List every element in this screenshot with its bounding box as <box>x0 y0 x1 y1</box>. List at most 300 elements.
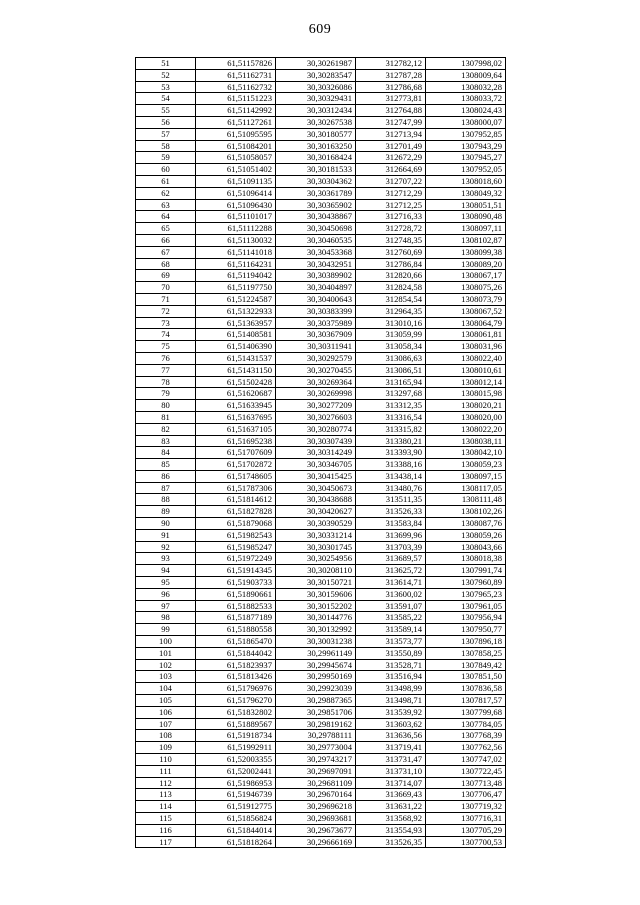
table-row <box>136 671 506 683</box>
x-coordinate-cell: 313699,96 <box>356 529 426 541</box>
y-coordinate-cell: 1308067,17 <box>426 270 506 282</box>
y-coordinate-cell: 1308061,81 <box>426 329 506 341</box>
point-number-cell: 83 <box>136 435 196 447</box>
table-row <box>136 529 506 541</box>
x-coordinate-cell: 313703,39 <box>356 541 426 553</box>
table-row <box>136 175 506 187</box>
x-coordinate-cell: 313480,76 <box>356 482 426 494</box>
y-coordinate-cell: 1308031,96 <box>426 341 506 353</box>
point-number-cell: 104 <box>136 683 196 695</box>
x-coordinate-cell: 312716,33 <box>356 211 426 223</box>
latitude-cell: 61,51827828 <box>196 506 276 518</box>
point-number-cell: 87 <box>136 482 196 494</box>
latitude-cell: 61,51890661 <box>196 588 276 600</box>
y-coordinate-cell: 1308010,61 <box>426 364 506 376</box>
x-coordinate-cell: 313583,84 <box>356 518 426 530</box>
y-coordinate-cell: 1307961,05 <box>426 600 506 612</box>
x-coordinate-cell: 312707,22 <box>356 175 426 187</box>
point-number-cell: 52 <box>136 69 196 81</box>
x-coordinate-cell: 312672,29 <box>356 152 426 164</box>
longitude-cell: 30,30254956 <box>276 553 356 565</box>
y-coordinate-cell: 1308000,07 <box>426 116 506 128</box>
longitude-cell: 30,30269364 <box>276 376 356 388</box>
y-coordinate-cell: 1308117,05 <box>426 482 506 494</box>
longitude-cell: 30,30277209 <box>276 400 356 412</box>
x-coordinate-cell: 312786,68 <box>356 81 426 93</box>
point-number-cell: 100 <box>136 636 196 648</box>
longitude-cell: 30,30267538 <box>276 116 356 128</box>
longitude-cell: 30,30331214 <box>276 529 356 541</box>
point-number-cell: 72 <box>136 305 196 317</box>
point-number-cell: 91 <box>136 529 196 541</box>
longitude-cell: 30,30270455 <box>276 364 356 376</box>
point-number-cell: 86 <box>136 470 196 482</box>
table-row <box>136 624 506 636</box>
latitude-cell: 61,51051402 <box>196 164 276 176</box>
y-coordinate-cell: 1308111,48 <box>426 494 506 506</box>
y-coordinate-cell: 1308043,66 <box>426 541 506 553</box>
x-coordinate-cell: 313589,14 <box>356 624 426 636</box>
table-row <box>136 293 506 305</box>
y-coordinate-cell: 1308059,23 <box>426 459 506 471</box>
latitude-cell: 61,51637105 <box>196 423 276 435</box>
point-number-cell: 108 <box>136 730 196 742</box>
point-number-cell: 117 <box>136 836 196 848</box>
longitude-cell: 30,29681109 <box>276 777 356 789</box>
latitude-cell: 61,51091135 <box>196 175 276 187</box>
table-row <box>136 246 506 258</box>
table-row <box>136 482 506 494</box>
point-number-cell: 81 <box>136 411 196 423</box>
point-number-cell: 77 <box>136 364 196 376</box>
point-number-cell: 85 <box>136 459 196 471</box>
latitude-cell: 61,51141018 <box>196 246 276 258</box>
longitude-cell: 30,30400643 <box>276 293 356 305</box>
latitude-cell: 61,51322933 <box>196 305 276 317</box>
page-number: 609 <box>308 22 332 37</box>
x-coordinate-cell: 313636,56 <box>356 730 426 742</box>
point-number-cell: 106 <box>136 706 196 718</box>
longitude-cell: 30,30312434 <box>276 105 356 117</box>
latitude-cell: 61,51502428 <box>196 376 276 388</box>
latitude-cell: 61,51877189 <box>196 612 276 624</box>
table-row <box>136 718 506 730</box>
longitude-cell: 30,29950169 <box>276 671 356 683</box>
y-coordinate-cell: 1307943,29 <box>426 140 506 152</box>
latitude-cell: 61,51157826 <box>196 58 276 70</box>
table-row <box>136 352 506 364</box>
latitude-cell: 61,51633945 <box>196 400 276 412</box>
latitude-cell: 61,51194042 <box>196 270 276 282</box>
point-number-cell: 88 <box>136 494 196 506</box>
y-coordinate-cell: 1308032,28 <box>426 81 506 93</box>
table-row <box>136 506 506 518</box>
y-coordinate-cell: 1308089,20 <box>426 258 506 270</box>
x-coordinate-cell: 313591,07 <box>356 600 426 612</box>
x-coordinate-cell: 312712,29 <box>356 187 426 199</box>
x-coordinate-cell: 313086,63 <box>356 352 426 364</box>
x-coordinate-cell: 312824,58 <box>356 282 426 294</box>
longitude-cell: 30,30280774 <box>276 423 356 435</box>
point-number-cell: 94 <box>136 565 196 577</box>
y-coordinate-cell: 1308022,40 <box>426 352 506 364</box>
table-row <box>136 317 506 329</box>
point-number-cell: 73 <box>136 317 196 329</box>
y-coordinate-cell: 1307858,25 <box>426 647 506 659</box>
y-coordinate-cell: 1307998,02 <box>426 58 506 70</box>
latitude-cell: 61,52002441 <box>196 765 276 777</box>
point-number-cell: 59 <box>136 152 196 164</box>
x-coordinate-cell: 313165,94 <box>356 376 426 388</box>
latitude-cell: 61,51982543 <box>196 529 276 541</box>
longitude-cell: 30,30326086 <box>276 81 356 93</box>
longitude-cell: 30,30365902 <box>276 199 356 211</box>
point-number-cell: 79 <box>136 388 196 400</box>
point-number-cell: 55 <box>136 105 196 117</box>
y-coordinate-cell: 1307851,50 <box>426 671 506 683</box>
table-row <box>136 364 506 376</box>
longitude-cell: 30,30404897 <box>276 282 356 294</box>
y-coordinate-cell: 1308051,51 <box>426 199 506 211</box>
point-number-cell: 58 <box>136 140 196 152</box>
table-row <box>136 730 506 742</box>
y-coordinate-cell: 1307768,39 <box>426 730 506 742</box>
latitude-cell: 61,51095595 <box>196 128 276 140</box>
point-number-cell: 95 <box>136 577 196 589</box>
x-coordinate-cell: 313573,77 <box>356 636 426 648</box>
y-coordinate-cell: 1308018,60 <box>426 175 506 187</box>
point-number-cell: 101 <box>136 647 196 659</box>
longitude-cell: 30,30144776 <box>276 612 356 624</box>
table-row <box>136 116 506 128</box>
x-coordinate-cell: 313568,92 <box>356 813 426 825</box>
table-row <box>136 541 506 553</box>
longitude-cell: 30,29693681 <box>276 813 356 825</box>
table-row <box>136 187 506 199</box>
table-row <box>136 435 506 447</box>
point-number-cell: 75 <box>136 341 196 353</box>
x-coordinate-cell: 313554,93 <box>356 824 426 836</box>
x-coordinate-cell: 313669,43 <box>356 789 426 801</box>
longitude-cell: 30,30168424 <box>276 152 356 164</box>
point-number-cell: 64 <box>136 211 196 223</box>
point-number-cell: 53 <box>136 81 196 93</box>
x-coordinate-cell: 312748,35 <box>356 234 426 246</box>
longitude-cell: 30,29961149 <box>276 647 356 659</box>
longitude-cell: 30,29743217 <box>276 754 356 766</box>
point-number-cell: 92 <box>136 541 196 553</box>
y-coordinate-cell: 1307747,02 <box>426 754 506 766</box>
point-number-cell: 84 <box>136 447 196 459</box>
latitude-cell: 61,51844014 <box>196 824 276 836</box>
point-number-cell: 97 <box>136 600 196 612</box>
table-row <box>136 553 506 565</box>
longitude-cell: 30,29788111 <box>276 730 356 742</box>
longitude-cell: 30,30438867 <box>276 211 356 223</box>
longitude-cell: 30,30301745 <box>276 541 356 553</box>
point-number-cell: 116 <box>136 824 196 836</box>
longitude-cell: 30,30031238 <box>276 636 356 648</box>
table-row <box>136 105 506 117</box>
table-row <box>136 400 506 412</box>
point-number-cell: 67 <box>136 246 196 258</box>
x-coordinate-cell: 313312,35 <box>356 400 426 412</box>
x-coordinate-cell: 312760,69 <box>356 246 426 258</box>
y-coordinate-cell: 1308073,79 <box>426 293 506 305</box>
x-coordinate-cell: 312747,99 <box>356 116 426 128</box>
longitude-cell: 30,30276603 <box>276 411 356 423</box>
latitude-cell: 61,51702872 <box>196 459 276 471</box>
table-row <box>136 577 506 589</box>
y-coordinate-cell: 1307722,45 <box>426 765 506 777</box>
longitude-cell: 30,30269998 <box>276 388 356 400</box>
table-row <box>136 565 506 577</box>
table-row <box>136 612 506 624</box>
x-coordinate-cell: 313528,71 <box>356 659 426 671</box>
longitude-cell: 30,29851706 <box>276 706 356 718</box>
x-coordinate-cell: 313550,89 <box>356 647 426 659</box>
longitude-cell: 30,30180577 <box>276 128 356 140</box>
y-coordinate-cell: 1307950,77 <box>426 624 506 636</box>
longitude-cell: 30,30311941 <box>276 341 356 353</box>
y-coordinate-cell: 1308097,15 <box>426 470 506 482</box>
table-row <box>136 494 506 506</box>
y-coordinate-cell: 1308059,26 <box>426 529 506 541</box>
point-number-cell: 63 <box>136 199 196 211</box>
table-row <box>136 801 506 813</box>
point-number-cell: 115 <box>136 813 196 825</box>
latitude-cell: 61,51889567 <box>196 718 276 730</box>
longitude-cell: 30,30420627 <box>276 506 356 518</box>
table-row <box>136 518 506 530</box>
latitude-cell: 61,51814612 <box>196 494 276 506</box>
longitude-cell: 30,29673677 <box>276 824 356 836</box>
x-coordinate-cell: 313614,71 <box>356 577 426 589</box>
y-coordinate-cell: 1308097,11 <box>426 223 506 235</box>
x-coordinate-cell: 313631,22 <box>356 801 426 813</box>
latitude-cell: 61,51882533 <box>196 600 276 612</box>
table-row <box>136 93 506 105</box>
x-coordinate-cell: 313058,34 <box>356 341 426 353</box>
longitude-cell: 30,29819162 <box>276 718 356 730</box>
latitude-cell: 61,51162732 <box>196 81 276 93</box>
y-coordinate-cell: 1307991,74 <box>426 565 506 577</box>
x-coordinate-cell: 313603,62 <box>356 718 426 730</box>
y-coordinate-cell: 1308015,98 <box>426 388 506 400</box>
table-row <box>136 388 506 400</box>
table-row <box>136 199 506 211</box>
point-number-cell: 98 <box>136 612 196 624</box>
point-number-cell: 113 <box>136 789 196 801</box>
x-coordinate-cell: 312782,12 <box>356 58 426 70</box>
x-coordinate-cell: 313731,47 <box>356 754 426 766</box>
latitude-cell: 61,51879068 <box>196 518 276 530</box>
latitude-cell: 61,51112288 <box>196 223 276 235</box>
x-coordinate-cell: 313600,02 <box>356 588 426 600</box>
y-coordinate-cell: 1308087,76 <box>426 518 506 530</box>
latitude-cell: 61,51844042 <box>196 647 276 659</box>
longitude-cell: 30,30383399 <box>276 305 356 317</box>
y-coordinate-cell: 1308012,14 <box>426 376 506 388</box>
table-row <box>136 695 506 707</box>
point-number-cell: 114 <box>136 801 196 813</box>
longitude-cell: 30,30132992 <box>276 624 356 636</box>
y-coordinate-cell: 1308020,00 <box>426 411 506 423</box>
point-number-cell: 70 <box>136 282 196 294</box>
point-number-cell: 107 <box>136 718 196 730</box>
longitude-cell: 30,30389902 <box>276 270 356 282</box>
latitude-cell: 61,51058057 <box>196 152 276 164</box>
point-number-cell: 62 <box>136 187 196 199</box>
latitude-cell: 61,51986953 <box>196 777 276 789</box>
point-number-cell: 103 <box>136 671 196 683</box>
longitude-cell: 30,30375989 <box>276 317 356 329</box>
x-coordinate-cell: 313438,14 <box>356 470 426 482</box>
latitude-cell: 61,51914345 <box>196 565 276 577</box>
y-coordinate-cell: 1307719,32 <box>426 801 506 813</box>
table-row <box>136 128 506 140</box>
point-number-cell: 102 <box>136 659 196 671</box>
longitude-cell: 30,29945674 <box>276 659 356 671</box>
y-coordinate-cell: 1308049,32 <box>426 187 506 199</box>
point-number-cell: 57 <box>136 128 196 140</box>
table-row <box>136 211 506 223</box>
latitude-cell: 61,51431150 <box>196 364 276 376</box>
y-coordinate-cell: 1307896,18 <box>426 636 506 648</box>
table-row <box>136 836 506 848</box>
point-number-cell: 71 <box>136 293 196 305</box>
longitude-cell: 30,30432951 <box>276 258 356 270</box>
latitude-cell: 61,51151223 <box>196 93 276 105</box>
table-row <box>136 600 506 612</box>
y-coordinate-cell: 1307956,94 <box>426 612 506 624</box>
y-coordinate-cell: 1308024,43 <box>426 105 506 117</box>
latitude-cell: 61,52003355 <box>196 754 276 766</box>
table-row <box>136 376 506 388</box>
x-coordinate-cell: 313059,99 <box>356 329 426 341</box>
latitude-cell: 61,51197750 <box>196 282 276 294</box>
x-coordinate-cell: 313539,92 <box>356 706 426 718</box>
table-row <box>136 282 506 294</box>
y-coordinate-cell: 1307952,85 <box>426 128 506 140</box>
table-row <box>136 706 506 718</box>
longitude-cell: 30,29887365 <box>276 695 356 707</box>
coordinates-table-body <box>136 58 506 848</box>
longitude-cell: 30,30208110 <box>276 565 356 577</box>
point-number-cell: 65 <box>136 223 196 235</box>
point-number-cell: 60 <box>136 164 196 176</box>
y-coordinate-cell: 1308022,20 <box>426 423 506 435</box>
point-number-cell: 90 <box>136 518 196 530</box>
point-number-cell: 89 <box>136 506 196 518</box>
latitude-cell: 61,51748605 <box>196 470 276 482</box>
x-coordinate-cell: 313315,82 <box>356 423 426 435</box>
longitude-cell: 30,30460535 <box>276 234 356 246</box>
table-row <box>136 765 506 777</box>
longitude-cell: 30,30304362 <box>276 175 356 187</box>
longitude-cell: 30,30450698 <box>276 223 356 235</box>
point-number-cell: 109 <box>136 742 196 754</box>
table-row <box>136 647 506 659</box>
latitude-cell: 61,51164231 <box>196 258 276 270</box>
y-coordinate-cell: 1307952,05 <box>426 164 506 176</box>
longitude-cell: 30,29696218 <box>276 801 356 813</box>
longitude-cell: 30,30307439 <box>276 435 356 447</box>
longitude-cell: 30,30261987 <box>276 58 356 70</box>
y-coordinate-cell: 1308075,26 <box>426 282 506 294</box>
latitude-cell: 61,51818264 <box>196 836 276 848</box>
table-row <box>136 411 506 423</box>
latitude-cell: 61,51796976 <box>196 683 276 695</box>
y-coordinate-cell: 1308102,87 <box>426 234 506 246</box>
table-row <box>136 305 506 317</box>
x-coordinate-cell: 313393,90 <box>356 447 426 459</box>
table-row <box>136 754 506 766</box>
y-coordinate-cell: 1308090,48 <box>426 211 506 223</box>
y-coordinate-cell: 1307849,42 <box>426 659 506 671</box>
point-number-cell: 69 <box>136 270 196 282</box>
point-number-cell: 56 <box>136 116 196 128</box>
y-coordinate-cell: 1308038,11 <box>426 435 506 447</box>
x-coordinate-cell: 312964,35 <box>356 305 426 317</box>
longitude-cell: 30,30346705 <box>276 459 356 471</box>
latitude-cell: 61,51912775 <box>196 801 276 813</box>
latitude-cell: 61,51796270 <box>196 695 276 707</box>
latitude-cell: 61,51823937 <box>196 659 276 671</box>
y-coordinate-cell: 1307836,58 <box>426 683 506 695</box>
latitude-cell: 61,51431537 <box>196 352 276 364</box>
x-coordinate-cell: 312728,72 <box>356 223 426 235</box>
longitude-cell: 30,30450673 <box>276 482 356 494</box>
x-coordinate-cell: 313380,21 <box>356 435 426 447</box>
latitude-cell: 61,51084201 <box>196 140 276 152</box>
latitude-cell: 61,51856824 <box>196 813 276 825</box>
point-number-cell: 51 <box>136 58 196 70</box>
y-coordinate-cell: 1307713,48 <box>426 777 506 789</box>
x-coordinate-cell: 313316,54 <box>356 411 426 423</box>
latitude-cell: 61,51992911 <box>196 742 276 754</box>
longitude-cell: 30,30314249 <box>276 447 356 459</box>
point-number-cell: 78 <box>136 376 196 388</box>
longitude-cell: 30,30159606 <box>276 588 356 600</box>
longitude-cell: 30,30329431 <box>276 93 356 105</box>
latitude-cell: 61,51972249 <box>196 553 276 565</box>
latitude-cell: 61,51096414 <box>196 187 276 199</box>
y-coordinate-cell: 1307706,47 <box>426 789 506 801</box>
table-row <box>136 683 506 695</box>
point-number-cell: 112 <box>136 777 196 789</box>
point-number-cell: 74 <box>136 329 196 341</box>
x-coordinate-cell: 313511,35 <box>356 494 426 506</box>
x-coordinate-cell: 313526,35 <box>356 836 426 848</box>
x-coordinate-cell: 313498,99 <box>356 683 426 695</box>
table-row <box>136 223 506 235</box>
latitude-cell: 61,51880558 <box>196 624 276 636</box>
latitude-cell: 61,51142992 <box>196 105 276 117</box>
latitude-cell: 61,51637695 <box>196 411 276 423</box>
longitude-cell: 30,30163250 <box>276 140 356 152</box>
x-coordinate-cell: 312713,94 <box>356 128 426 140</box>
table-row <box>136 636 506 648</box>
latitude-cell: 61,51127261 <box>196 116 276 128</box>
x-coordinate-cell: 313010,16 <box>356 317 426 329</box>
table-row <box>136 341 506 353</box>
y-coordinate-cell: 1308099,38 <box>426 246 506 258</box>
x-coordinate-cell: 312786,84 <box>356 258 426 270</box>
longitude-cell: 30,30152202 <box>276 600 356 612</box>
longitude-cell: 30,30367909 <box>276 329 356 341</box>
latitude-cell: 61,51096430 <box>196 199 276 211</box>
